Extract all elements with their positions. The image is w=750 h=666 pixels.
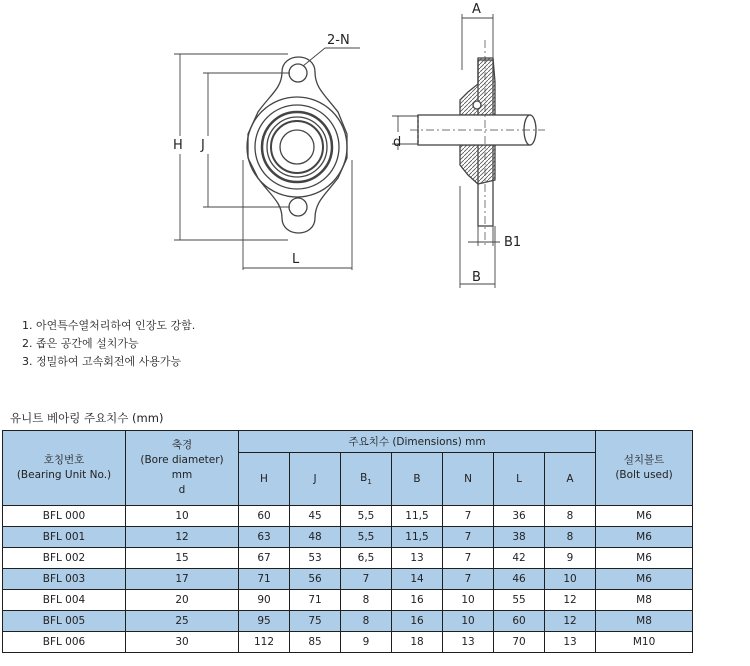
feature-notes — [22, 317, 195, 371]
table-cell: 5,5 — [341, 527, 392, 548]
table-cell: 8 — [545, 506, 596, 527]
table-cell: 5,5 — [341, 506, 392, 527]
header-col-n: N — [443, 453, 494, 506]
table-title: 유니트 베아링 주요치수 (mm) — [10, 411, 164, 425]
table-cell: 14 — [392, 569, 443, 590]
table-row — [3, 569, 693, 590]
front-dimensions — [174, 48, 360, 270]
bore — [280, 130, 314, 164]
header-col-b1: $B_1$ — [341, 453, 392, 506]
table-cell: 53 — [290, 548, 341, 569]
table-cell: 90 — [239, 590, 290, 611]
table-cell: M6 — [596, 548, 693, 569]
table-cell: 30 — [126, 632, 239, 653]
header-col-a: A — [545, 453, 596, 506]
table-cell: 56 — [290, 569, 341, 590]
table-cell: 38 — [494, 527, 545, 548]
mounting-hole-bottom — [289, 198, 307, 216]
ball — [473, 101, 481, 109]
table-cell: BFL 006 — [3, 632, 126, 653]
table-cell: 8 — [545, 527, 596, 548]
note-item: 3. 정밀하여 고속회전에 사용가능 — [22, 355, 182, 368]
table-cell: 10 — [545, 569, 596, 590]
bearing-ring-outer — [262, 112, 332, 182]
table-cell: 46 — [494, 569, 545, 590]
label-b: B — [472, 270, 481, 285]
table-row — [3, 590, 693, 611]
table-cell: 67 — [239, 548, 290, 569]
table-cell: 9 — [341, 632, 392, 653]
table-row — [3, 506, 693, 527]
label-j: J — [201, 138, 205, 153]
header-col-h: H — [239, 453, 290, 506]
side-housing-lower — [460, 145, 495, 184]
label-b1: B1 — [504, 235, 522, 250]
table-row — [3, 527, 693, 548]
table-cell: 13 — [392, 548, 443, 569]
table-cell: 15 — [126, 548, 239, 569]
header-bolt — [596, 431, 693, 506]
table-body — [3, 506, 693, 653]
table-cell: BFL 004 — [3, 590, 126, 611]
table-cell: 71 — [290, 590, 341, 611]
table-cell: 95 — [239, 611, 290, 632]
table-cell: 71 — [239, 569, 290, 590]
table-cell: 8 — [341, 611, 392, 632]
header-col-j: J — [290, 453, 341, 506]
table-cell: 45 — [290, 506, 341, 527]
note-item: 1. 아연특수열처리하여 인장도 강함. — [22, 319, 196, 332]
note-item: 2. 좁은 공간에 설치가능 — [22, 337, 139, 350]
table-cell: 16 — [392, 590, 443, 611]
table-cell: M6 — [596, 569, 693, 590]
table-cell: M6 — [596, 506, 693, 527]
table-cell: 16 — [392, 611, 443, 632]
table-cell: 12 — [545, 590, 596, 611]
label-a: A — [472, 2, 481, 17]
table-cell: M6 — [596, 527, 693, 548]
table-cell: 7 — [443, 506, 494, 527]
table-cell: BFL 003 — [3, 569, 126, 590]
table-cell: 48 — [290, 527, 341, 548]
table-cell: 75 — [290, 611, 341, 632]
table-cell: 11,5 — [392, 527, 443, 548]
mounting-hole-top — [289, 64, 307, 82]
table-cell: 85 — [290, 632, 341, 653]
table-cell: 12 — [126, 527, 239, 548]
label-h: H — [173, 138, 183, 153]
table-cell: 13 — [545, 632, 596, 653]
bearing-unit-drawing — [0, 0, 750, 300]
table-cell: 18 — [392, 632, 443, 653]
bearing-ring-inner — [271, 121, 323, 173]
label-l: L — [292, 252, 300, 267]
header-bolt-en: (Bolt used) — [615, 469, 673, 481]
header-unit-no — [3, 431, 126, 506]
table-cell: 7 — [443, 527, 494, 548]
table-cell: 13 — [443, 632, 494, 653]
header-shaft-ko: 축경 — [171, 439, 193, 451]
table-cell: 112 — [239, 632, 290, 653]
header-shaft-unit: mm — [171, 469, 193, 481]
table-cell: 6,5 — [341, 548, 392, 569]
table-cell: 10 — [443, 590, 494, 611]
table-cell: 55 — [494, 590, 545, 611]
table-cell: BFL 001 — [3, 527, 126, 548]
table-cell: 9 — [545, 548, 596, 569]
table-cell: 11,5 — [392, 506, 443, 527]
table-cell: 10 — [443, 611, 494, 632]
table-cell: M10 — [596, 632, 693, 653]
table-cell: 12 — [545, 611, 596, 632]
table-cell: 42 — [494, 548, 545, 569]
table-cell: 8 — [341, 590, 392, 611]
table-row — [3, 632, 693, 653]
table-cell: BFL 000 — [3, 506, 126, 527]
table-cell: 7 — [443, 569, 494, 590]
header-col-l: L — [494, 453, 545, 506]
table-cell: 10 — [126, 506, 239, 527]
header-shaft-en: (Bore diameter) — [140, 454, 224, 466]
table-cell: 17 — [126, 569, 239, 590]
side-view — [410, 40, 545, 245]
table-cell: 20 — [126, 590, 239, 611]
table-cell: BFL 005 — [3, 611, 126, 632]
header-col-b: B — [392, 453, 443, 506]
header-dimensions: 주요치수 (Dimensions) mm — [239, 431, 596, 453]
table-row — [3, 548, 693, 569]
table-cell: 36 — [494, 506, 545, 527]
table-cell: 60 — [239, 506, 290, 527]
table-cell: M8 — [596, 590, 693, 611]
label-d: d — [393, 135, 402, 150]
header-shaft-sym: d — [178, 484, 186, 496]
table-cell: 63 — [239, 527, 290, 548]
table-cell: 7 — [341, 569, 392, 590]
table-cell: M8 — [596, 611, 693, 632]
table-cell: 60 — [494, 611, 545, 632]
table-cell: BFL 002 — [3, 548, 126, 569]
label-n: 2-N — [327, 33, 350, 48]
table-cell: 25 — [126, 611, 239, 632]
header-shaft — [126, 431, 239, 506]
header-unit-no-en: (Bearing Unit No.) — [16, 469, 112, 481]
dimensions-table — [2, 430, 693, 653]
table-row — [3, 611, 693, 632]
bearing-ring — [267, 117, 327, 177]
table-cell: 7 — [443, 548, 494, 569]
header-bolt-ko: 설치볼트 — [623, 454, 665, 466]
table-cell: 70 — [494, 632, 545, 653]
header-unit-no-ko: 호칭번호 — [43, 454, 85, 466]
